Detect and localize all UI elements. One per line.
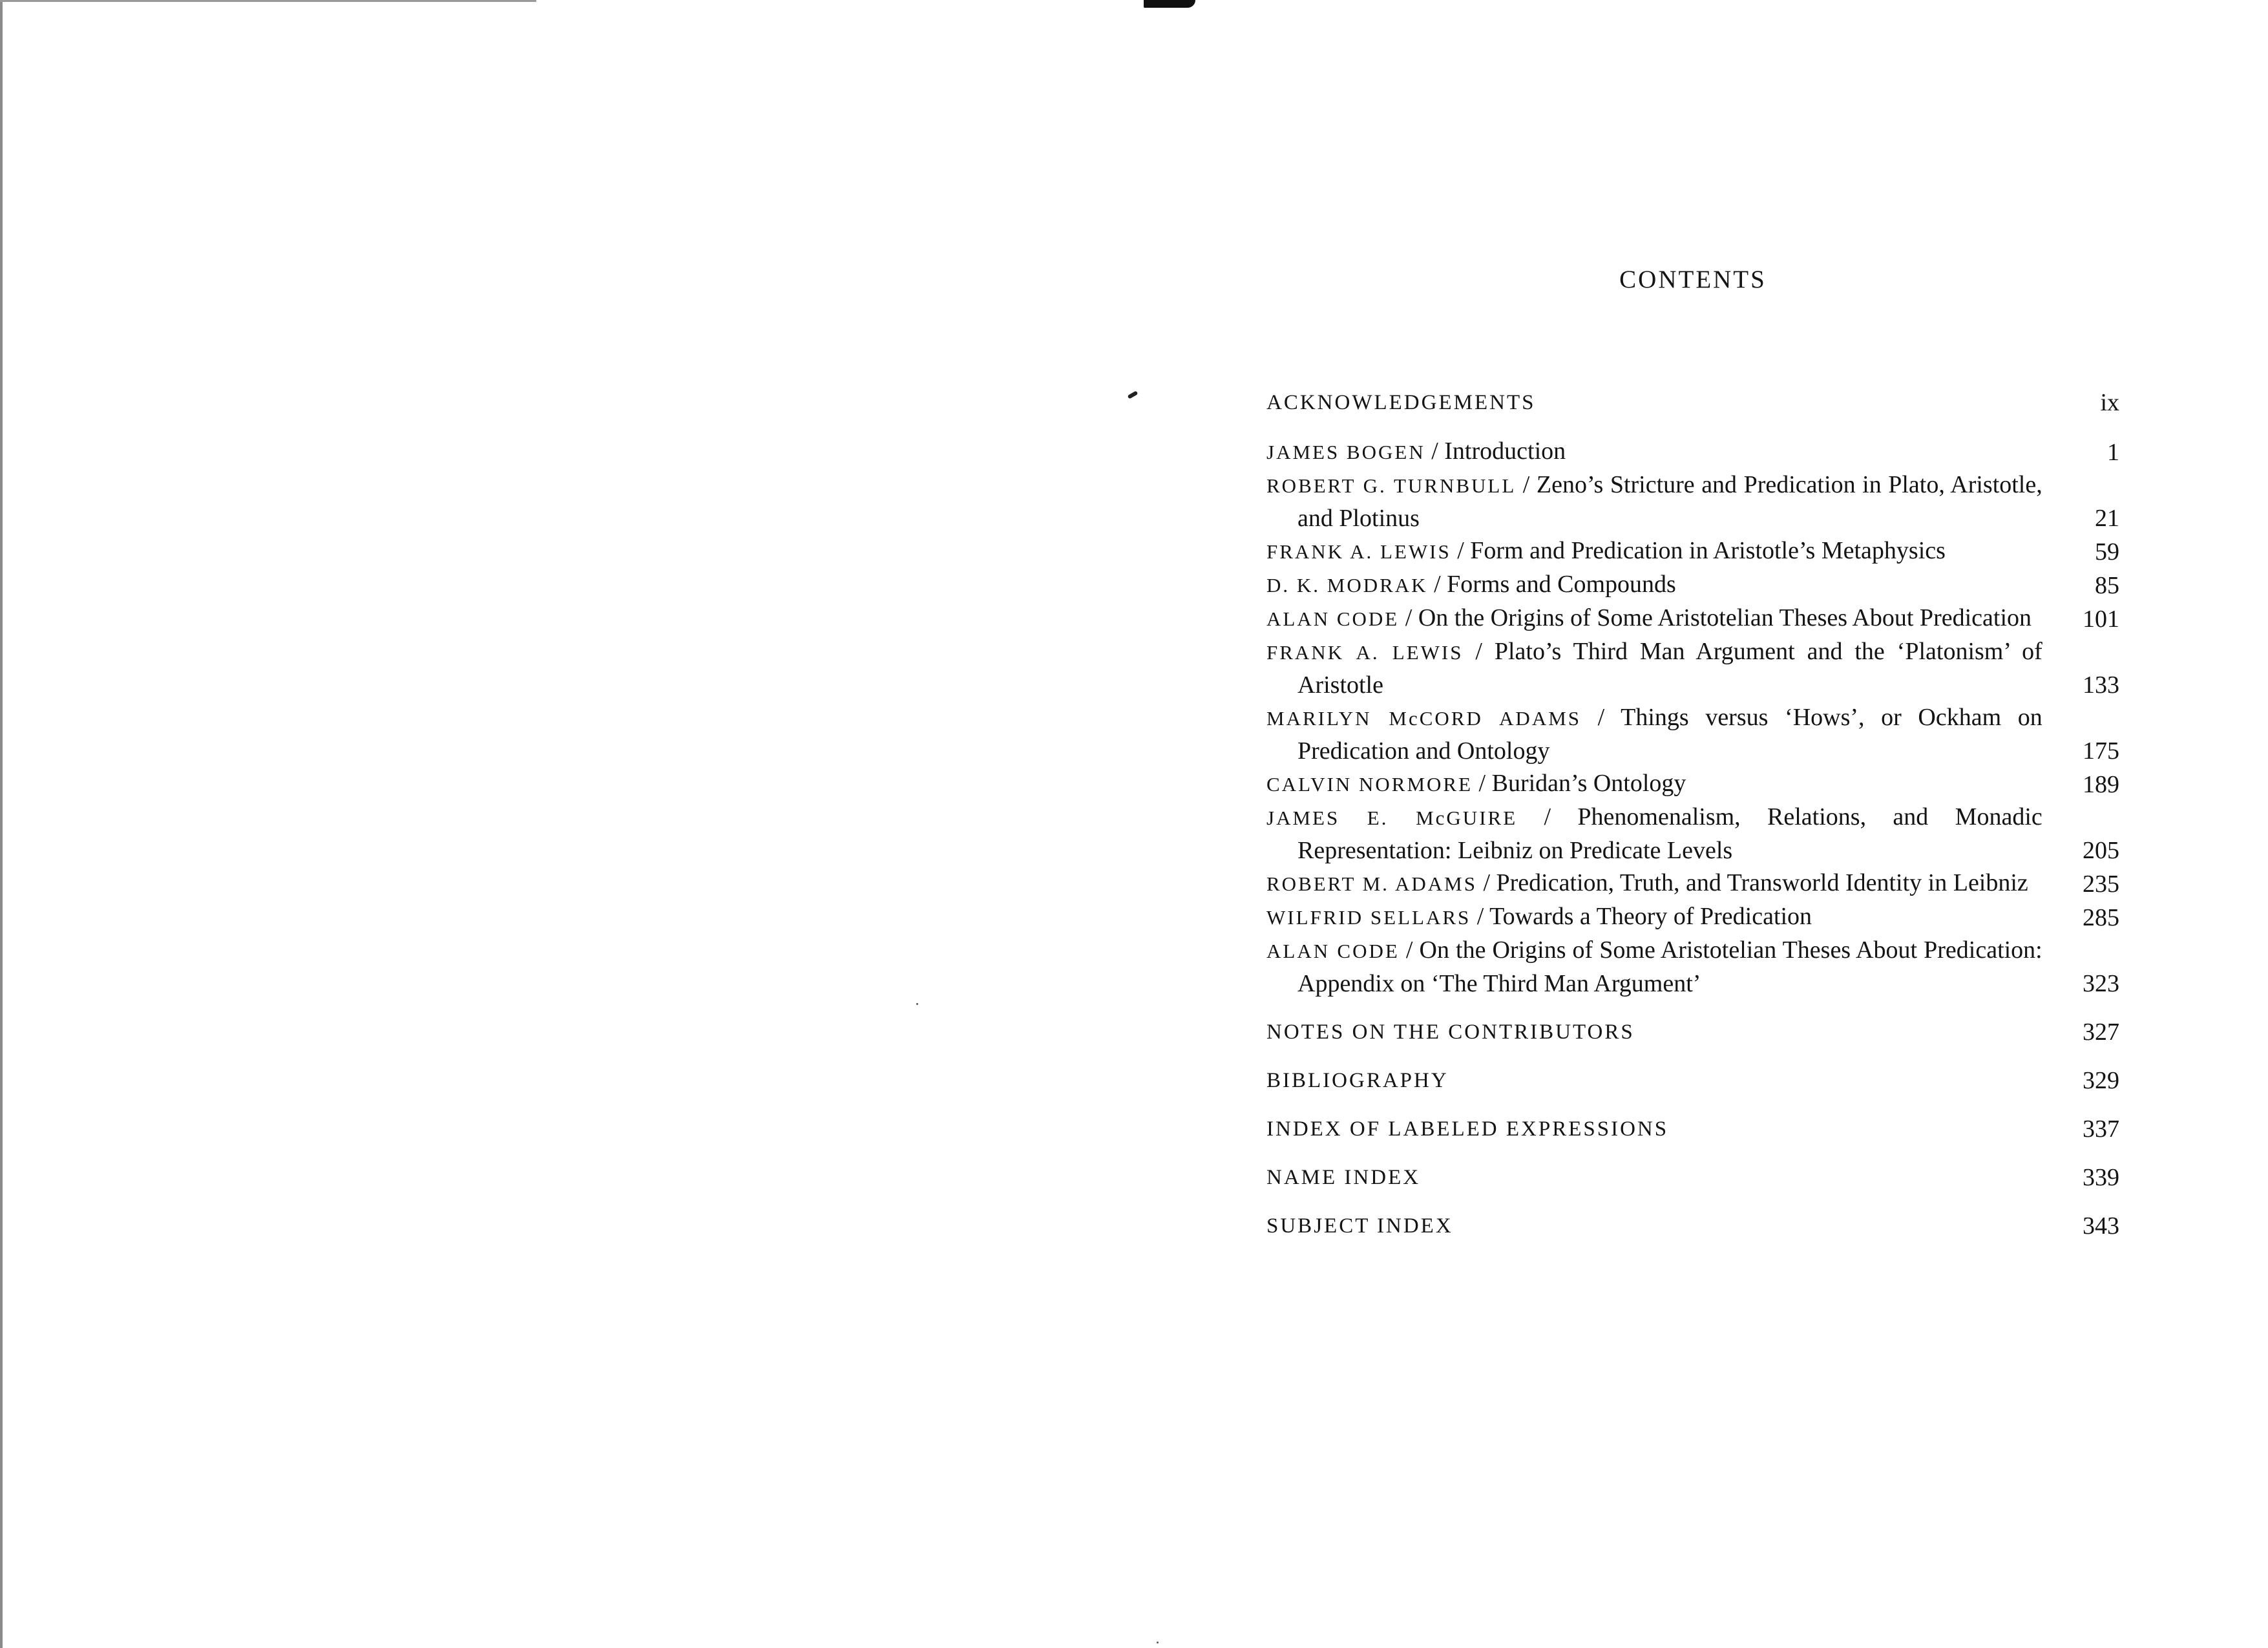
toc-entry-author: ROBERT M. ADAMS [1266, 872, 1477, 895]
toc-page-number: 205 [2083, 837, 2119, 864]
scan-speck [916, 1003, 918, 1005]
table-of-contents [1266, 386, 2119, 1242]
toc-entry-title: NOTES ON THE CONTRIBUTORS [1266, 1020, 1635, 1044]
toc-entry: ALAN CODE / On the Origins of Some Aristotelian Theses About Predication 101 [1266, 602, 2119, 635]
scan-speck [1128, 390, 1139, 399]
toc-entry-title: On the Origins of Some Aristotelian Theses About Predication [1418, 604, 2032, 631]
toc-entry-title: Zeno’s Stricture and Predication in Plato, Aristotle, and Plotinus [1297, 471, 2042, 532]
toc-page-number: 323 [2083, 970, 2119, 997]
toc-page-number: 343 [2083, 1212, 2119, 1240]
toc-entry-bibliography [1266, 1064, 2119, 1097]
toc-entry: ALAN CODE / On the Origins of Some Aristotelian Theses About Predication: Appendix on ‘The Third Man Argument’ 323 [1266, 934, 2119, 1000]
toc-entry: JAMES E. McGUIRE / Phenomenalism, Relations, and Monadic Representation: Leibniz on Predicate Levels 205 [1266, 801, 2119, 867]
toc-entry-title: Plato’s Third Man Argument and the ‘Platonism’ of Aristotle [1297, 638, 2042, 699]
toc-page-number: 101 [2083, 606, 2119, 633]
scan-speck [1157, 1642, 1159, 1643]
toc-entry: FRANK A. LEWIS / Form and Predication in Aristotle’s Metaphysics 59 [1266, 534, 2119, 568]
toc-entry-title: Towards a Theory of Predication [1489, 903, 1812, 930]
toc-entry-subject-index [1266, 1210, 2119, 1242]
toc-entry-author: JAMES BOGEN [1266, 441, 1425, 463]
toc-entry-title: Forms and Compounds [1447, 571, 1676, 598]
toc-page-number: 85 [2095, 572, 2119, 599]
toc-entry-author: ALAN CODE [1266, 940, 1400, 962]
toc-entry: D. K. MODRAK / Forms and Compounds 85 [1266, 568, 2119, 602]
toc-page-number: 175 [2083, 737, 2119, 765]
toc-entry: ROBERT M. ADAMS / Predication, Truth, and Transworld Identity in Leibniz 235 [1266, 867, 2119, 900]
toc-page-number: 327 [2083, 1019, 2119, 1046]
toc-page-number: 339 [2083, 1164, 2119, 1191]
toc-entry-author: WILFRID SELLARS [1266, 906, 1471, 929]
toc-entry: MARILYN McCORD ADAMS / Things versus ‘Hows’, or Ockham on Predication and Ontology 175 [1266, 701, 2119, 767]
toc-entry-author: FRANK A. LEWIS [1266, 641, 1464, 664]
page-title: CONTENTS [1619, 266, 1767, 293]
toc-page-number: ix [2100, 389, 2119, 416]
toc-page-number: 189 [2083, 771, 2119, 798]
toc-page-number: 337 [2083, 1115, 2119, 1143]
toc-entry-title: BIBLIOGRAPHY [1266, 1069, 1449, 1092]
toc-entry-author: ROBERT G. TURNBULL [1266, 474, 1517, 497]
toc-entry-title: Buridan’s Ontology [1491, 770, 1686, 797]
toc-page-number: 1 [2107, 439, 2119, 466]
toc-entry-labeled-expressions [1266, 1113, 2119, 1145]
toc-entry-author: ALAN CODE [1266, 607, 1400, 630]
toc-entry-title: Things versus ‘Hows’, or Ockham on Predication and Ontology [1297, 704, 2042, 765]
toc-entry-title: Phenomenalism, Relations, and Monadic Representation: Leibniz on Predicate Levels [1297, 803, 2042, 864]
toc-entry-acknowledgements [1266, 386, 2119, 419]
toc-page-number: 21 [2095, 505, 2119, 532]
toc-entry-author: MARILYN McCORD ADAMS [1266, 707, 1582, 730]
toc-page-number: 133 [2083, 671, 2119, 699]
toc-entry-title: Form and Predication in Aristotle’s Metaphysics [1470, 537, 1946, 564]
toc-entry-title: Introduction [1444, 438, 1566, 465]
gutter-mark [1144, 0, 1195, 8]
toc-entry: JAMES BOGEN / Introduction 1 [1266, 435, 2119, 469]
scan-edge [0, 0, 3, 1648]
toc-entry-name-index [1266, 1161, 2119, 1194]
toc-entry-author: CALVIN NORMORE [1266, 773, 1473, 796]
toc-entry-title: ACKNOWLEDGEMENTS [1266, 391, 1536, 414]
toc-entry-author: D. K. MODRAK [1266, 574, 1428, 597]
toc-entry-title: INDEX OF LABELED EXPRESSIONS [1266, 1117, 1669, 1141]
contents-page [1266, 0, 2119, 1648]
toc-entry: ROBERT G. TURNBULL / Zeno’s Stricture and Predication in Plato, Aristotle, and Plotinus 21 [1266, 469, 2119, 534]
toc-entry-author: JAMES E. McGUIRE [1266, 807, 1518, 829]
toc-page-number: 59 [2095, 538, 2119, 565]
toc-entry: CALVIN NORMORE / Buridan’s Ontology 189 [1266, 767, 2119, 801]
toc-page-number: 285 [2083, 904, 2119, 931]
toc-entry: WILFRID SELLARS / Towards a Theory of Predication 285 [1266, 900, 2119, 934]
toc-entry-title: Predication, Truth, and Transworld Identity in Leibniz [1496, 869, 2028, 896]
scan-top-rule [0, 0, 536, 2]
toc-entry: FRANK A. LEWIS / Plato’s Third Man Argument and the ‘Platonism’ of Aristotle 133 [1266, 635, 2119, 701]
toc-entry-title: SUBJECT INDEX [1266, 1214, 1453, 1238]
toc-entry-author: FRANK A. LEWIS [1266, 540, 1451, 563]
toc-entry-title: On the Origins of Some Aristotelian Theses About Predication: Appendix on ‘The Third Man Argument’ [1297, 936, 2042, 997]
toc-page-number: 329 [2083, 1067, 2119, 1094]
toc-page-number: 235 [2083, 871, 2119, 898]
toc-entry-contributors [1266, 1016, 2119, 1048]
toc-entry-title: NAME INDEX [1266, 1166, 1421, 1189]
